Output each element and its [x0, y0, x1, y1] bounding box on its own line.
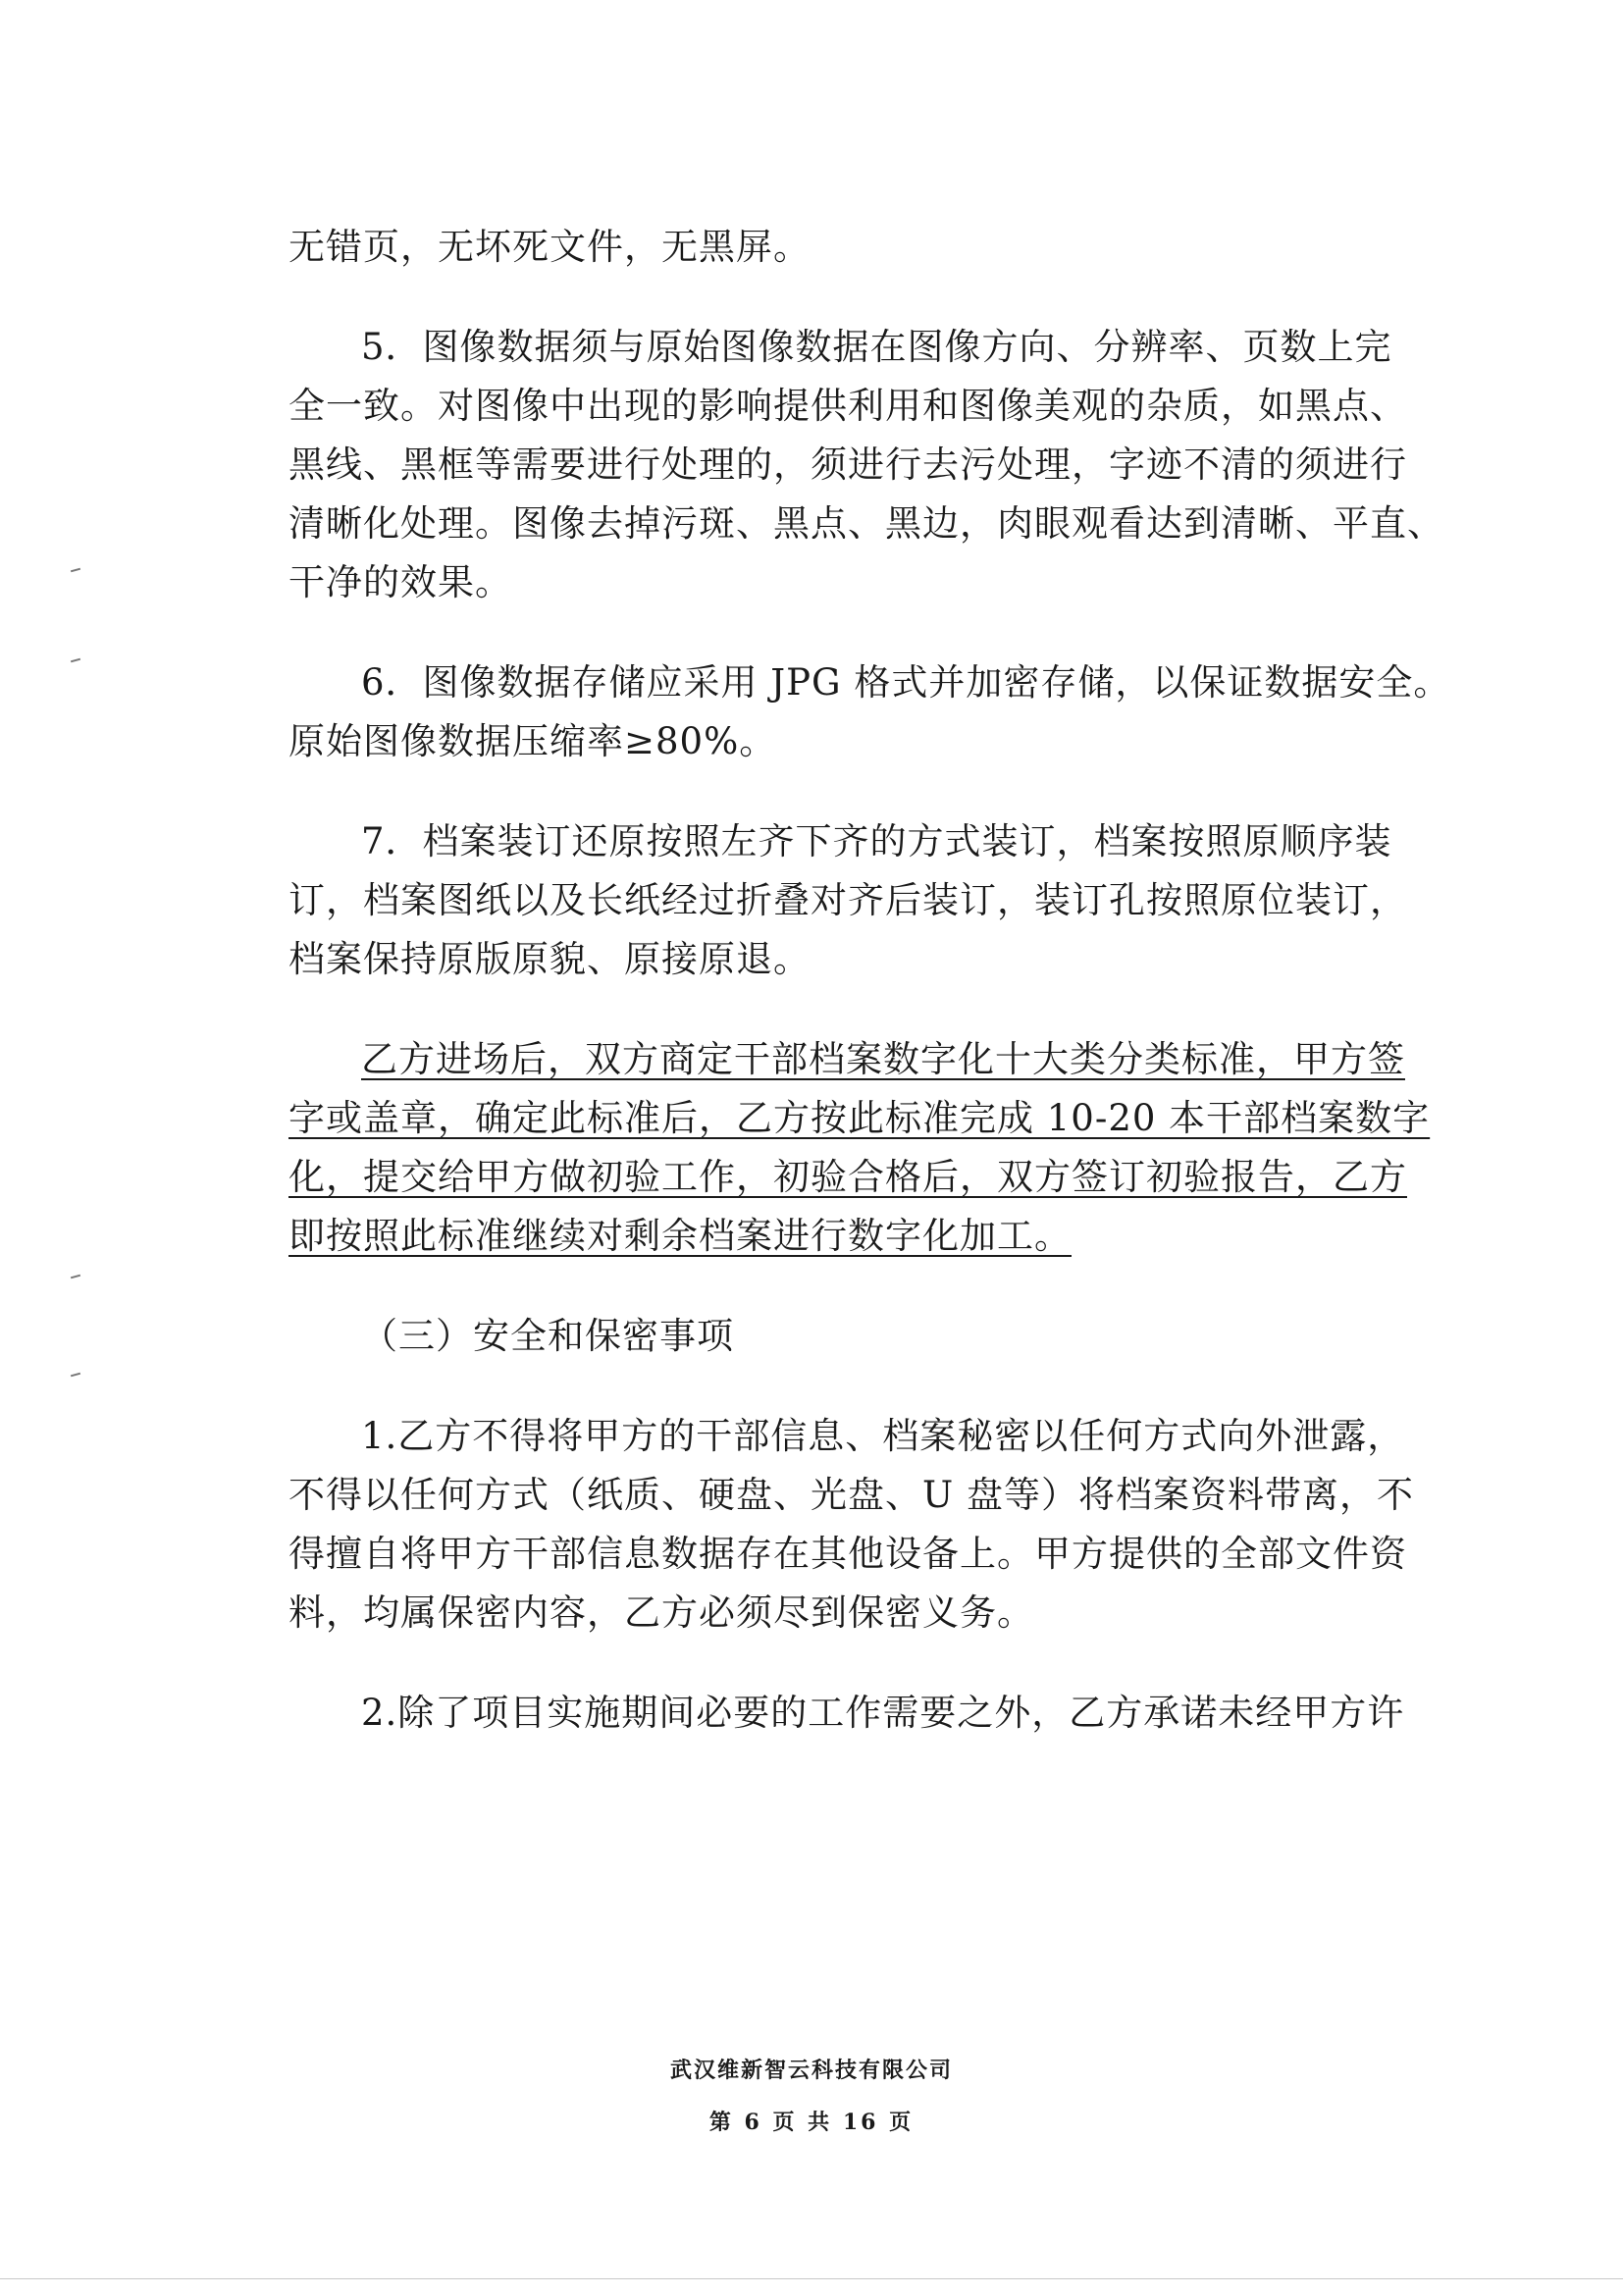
- text-line: [288, 812, 1392, 871]
- line-text: 7．档案装订还原按照左齐下齐的方式装订，档案按照原顺序装: [361, 820, 1392, 862]
- paragraph-gap: [288, 1266, 1382, 1307]
- line-text: 无错页，无坏死文件，无黑屏。: [288, 226, 811, 268]
- paragraph-gap: [288, 612, 1382, 653]
- line-text: 料，均属保密内容，乙方必须尽到保密义务。: [288, 1592, 1034, 1634]
- line-text: 黑线、黑框等需要进行处理的，须进行去污处理，字迹不清的须进行: [288, 444, 1407, 486]
- line-text: 干净的效果。: [288, 561, 512, 603]
- paragraph-gap: [288, 1643, 1382, 1684]
- line-text: 2.除了项目实施期间必要的工作需要之外，乙方承诺未经甲方许: [361, 1692, 1405, 1734]
- line-text: 6．图像数据存储应采用 JPG 格式并加密存储，以保证数据安全。: [361, 661, 1451, 704]
- text-line: [288, 1584, 1382, 1643]
- paragraph-gap: [288, 989, 1382, 1030]
- line-text: 清晰化处理。图像去掉污斑、黑点、黑边，肉眼观看达到清晰、平直、: [288, 502, 1444, 545]
- scan-artifact: [71, 568, 80, 573]
- footer-page-number: 第 6 页 共 16 页: [708, 2110, 915, 2135]
- text-line: [288, 436, 1407, 495]
- text-line: [288, 1684, 1405, 1743]
- underlined-text: 化，提交给甲方做初验工作，初验合格后，双方签订初验报告，乙方: [288, 1156, 1407, 1198]
- text-line: [288, 871, 1407, 930]
- line-text: 5．图像数据须与原始图像数据在图像方向、分辨率、页数上完: [361, 326, 1392, 368]
- line-text: 订，档案图纸以及长纸经过折叠对齐后装订，装订孔按照原位装订，: [288, 879, 1407, 921]
- text-line: [288, 1525, 1407, 1584]
- text-line: [288, 495, 1444, 553]
- line-text: 得擅自将甲方干部信息数据存在其他设备上。甲方提供的全部文件资: [288, 1533, 1407, 1575]
- scan-bottom-edge: [0, 2278, 1623, 2279]
- text-line: [288, 1307, 1382, 1366]
- underlined-text: 字或盖章，确定此标准后，乙方按此标准完成 10-20 本干部档案数字: [288, 1097, 1431, 1139]
- line-text: 不得以任何方式（纸质、硬盘、光盘、U 盘等）将档案资料带离，不: [288, 1474, 1414, 1516]
- text-line: [288, 1148, 1407, 1207]
- line-text: 原始图像数据压缩率≥80%。: [288, 720, 777, 762]
- text-line: [288, 553, 1382, 612]
- line-text: 1.乙方不得将甲方的干部信息、档案秘密以任何方式向外泄露，: [361, 1415, 1405, 1457]
- text-line: [288, 1407, 1405, 1466]
- text-line: [288, 1089, 1431, 1148]
- line-text: 档案保持原版原貌、原接原退。: [288, 938, 811, 980]
- scan-artifact: [71, 1373, 80, 1378]
- text-line: [288, 1466, 1414, 1525]
- underlined-text: 即按照此标准继续对剩余档案进行数字化加工。: [288, 1215, 1072, 1257]
- text-line: [288, 1207, 1382, 1266]
- text-line: [288, 1030, 1405, 1089]
- line-text: （三）安全和保密事项: [361, 1315, 734, 1357]
- footer-company-name: 武汉维新智云科技有限公司: [669, 2058, 953, 2083]
- text-line: [288, 930, 1382, 989]
- paragraph-gap: [288, 277, 1382, 318]
- text-line: [288, 377, 1407, 436]
- scan-artifact: [71, 658, 80, 663]
- text-line: [288, 712, 1382, 771]
- text-line: [288, 653, 1451, 712]
- paragraph-gap: [288, 771, 1382, 812]
- underlined-text: 乙方进场后，双方商定干部档案数字化十大类分类标准，甲方签: [361, 1038, 1405, 1080]
- paragraph-gap: [288, 1366, 1382, 1407]
- text-line: [288, 218, 1382, 277]
- scan-artifact: [71, 1275, 80, 1279]
- document-body: [288, 218, 1451, 1743]
- text-line: [288, 318, 1392, 377]
- line-text: 全一致。对图像中出现的影响提供利用和图像美观的杂质，如黑点、: [288, 385, 1407, 427]
